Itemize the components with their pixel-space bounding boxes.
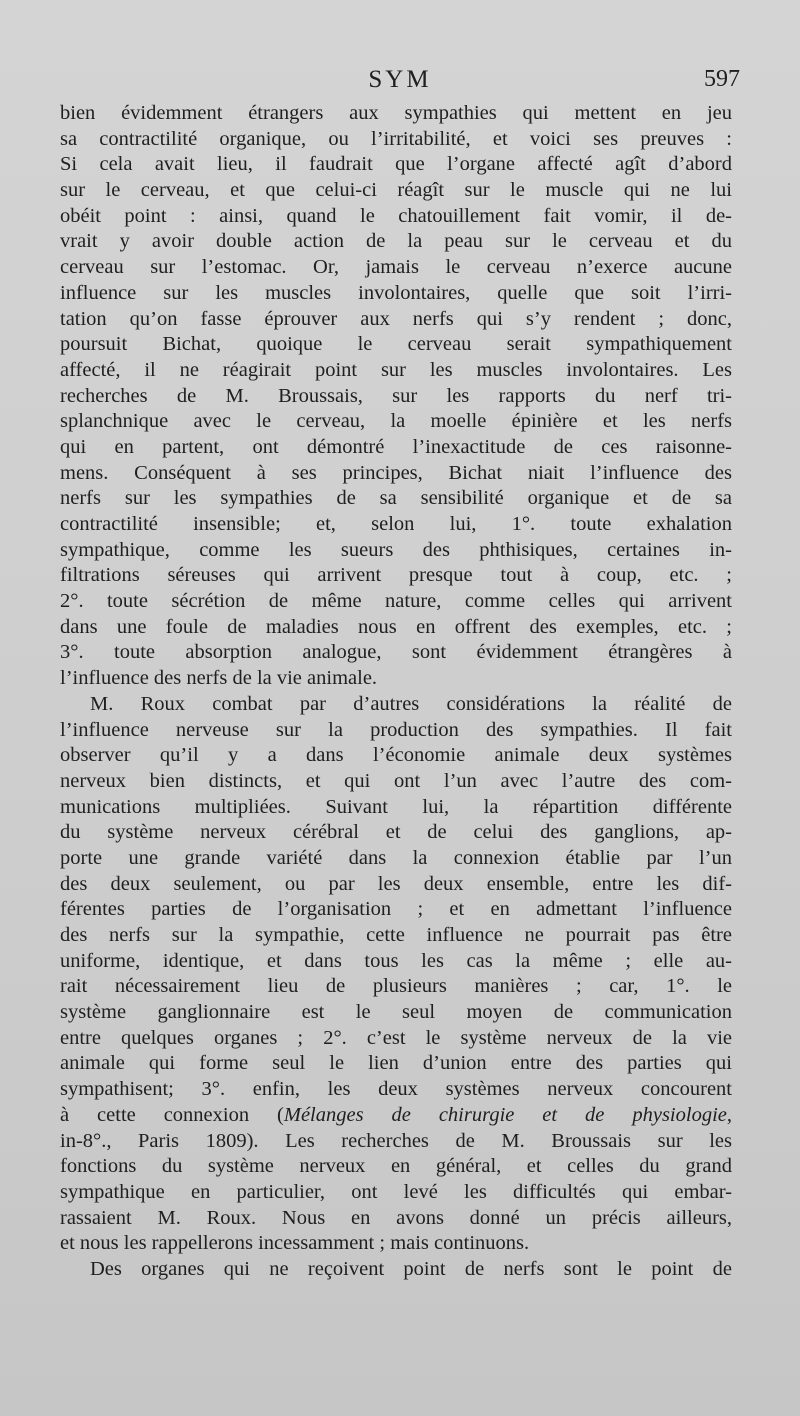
text-line: rassaient M. Roux. Nous en avons donné un précis ailleurs,	[60, 1206, 732, 1229]
text-line: animale qui forme seul le lien d’union entre des parties qui	[60, 1052, 732, 1075]
text-line: contractilité insensible; et, selon lui, 1°. toute exhalation	[60, 513, 732, 535]
text-line: splanchnique avec le cerveau, la moelle épinière et les nerfs	[60, 410, 732, 433]
text-line: 3°. toute absorption analogue, sont évidemment étrangères à	[60, 641, 732, 664]
page-number: 597	[704, 66, 740, 92]
text-line: nerfs sur les sympathies de sa sensibilité organique et de sa	[60, 487, 732, 510]
text-line: observer qu’il y a dans l’économie animale deux systèmes	[60, 744, 732, 767]
text-line: 2°. toute sécrétion de même nature, comme celles qui arrivent	[60, 590, 732, 613]
text-line-with-italic-title	[60, 1103, 732, 1129]
text-line: munications multipliées. Suivant lui, la répartition différente	[60, 795, 732, 818]
text-line: Si cela avait lieu, il faudrait que l’organe affecté agît d’abord	[60, 153, 732, 176]
text-line: uniforme, identique, et dans tous les cas la même ; elle au-	[60, 949, 732, 972]
text-line: porte une grande variété dans la connexion établie par l’un	[60, 846, 732, 869]
text-line: sympathique en particulier, ont levé les difficultés qui embar-	[60, 1180, 732, 1203]
text-line: sympathique, comme les sueurs des phthisiques, certaines in-	[60, 538, 732, 561]
text-line: bien évidemment étrangers aux sympathies qui mettent en jeu	[60, 102, 732, 124]
text-line: recherches de M. Broussais, sur les rapports du nerf tri-	[60, 384, 732, 407]
text-line: poursuit Bichat, quoique le cerveau serait sympathiquement	[60, 333, 732, 356]
text-line: tation qu’on fasse éprouver aux nerfs qui s’y rendent ; donc,	[60, 307, 732, 330]
text-line: des nerfs sur la sympathie, cette influence ne pourrait pas être	[60, 924, 732, 946]
text-line: influence sur les muscles involontaires, quelle que soit l’irri-	[60, 281, 732, 304]
text-line: cerveau sur l’estomac. Or, jamais le cerveau n’exerce aucune	[60, 256, 732, 279]
text-line: sympathisent; 3°. enfin, les deux systèmes nerveux concourent	[60, 1078, 732, 1101]
body-text	[60, 101, 732, 1283]
text-line: affecté, il ne réagirait point sur les muscles involontaires. Les	[60, 358, 732, 381]
text-line: sa contractilité organique, ou l’irritabilité, et voici ses preuves :	[60, 127, 732, 150]
text-line: l’influence des nerfs de la vie animale.	[60, 667, 378, 690]
text-line: et nous les rappellerons incessamment ; mais continuons.	[60, 1232, 530, 1255]
text-line: entre quelques organes ; 2°. c’est le système nerveux de la vie	[60, 1026, 732, 1049]
text-line: vrait y avoir double action de la peau sur le cerveau et du	[60, 230, 732, 253]
text-line: Des organes qui ne reçoivent point de nerfs sont le point de	[90, 1257, 732, 1280]
text-line: qui en partent, ont démontré l’inexactitude de ces raisonne-	[60, 435, 732, 458]
text-line: fonctions du système nerveux en général, et celles du grand	[60, 1155, 732, 1178]
running-head: SYM	[368, 66, 432, 93]
text-line: du système nerveux cérébral et de celui des ganglions, ap-	[60, 821, 732, 844]
text-line: rait nécessairement lieu de plusieurs manières ; car, 1°. le	[60, 975, 732, 998]
text-line: des deux seulement, ou par les deux ensemble, entre les dif-	[60, 872, 732, 895]
text-line: système ganglionnaire est le seul moyen de communication	[60, 1001, 732, 1024]
text-line: nerveux bien distincts, et qui ont l’un avec l’autre des com-	[60, 769, 732, 792]
text-fragment: ,	[726, 1103, 732, 1126]
text-line: in-8°., Paris 1809). Les recherches de M. Broussais sur les	[60, 1129, 732, 1152]
text-line: l’influence nerveuse sur la production des sympathies. Il fait	[60, 718, 732, 741]
text-line: sur le cerveau, et que celui-ci réagît sur le muscle qui ne lui	[60, 179, 732, 202]
text-fragment: à cette connexion (	[60, 1103, 284, 1126]
italic-book-title: Mélanges de chirurgie et de physiologie	[283, 1103, 727, 1126]
text-line: mens. Conséquent à ses principes, Bichat niait l’influence des	[60, 461, 732, 484]
text-line: filtrations séreuses qui arrivent presque tout à coup, etc. ;	[60, 564, 732, 587]
text-line: M. Roux combat par d’autres considérations la réalité de	[90, 692, 732, 715]
page-header	[60, 66, 740, 98]
text-line: obéit point : ainsi, quand le chatouillement fait vomir, il de-	[60, 204, 732, 227]
text-line: dans une foule de maladies nous en offrent des exemples, etc. ;	[60, 615, 732, 638]
text-line: férentes parties de l’organisation ; et en admettant l’influence	[60, 898, 732, 921]
